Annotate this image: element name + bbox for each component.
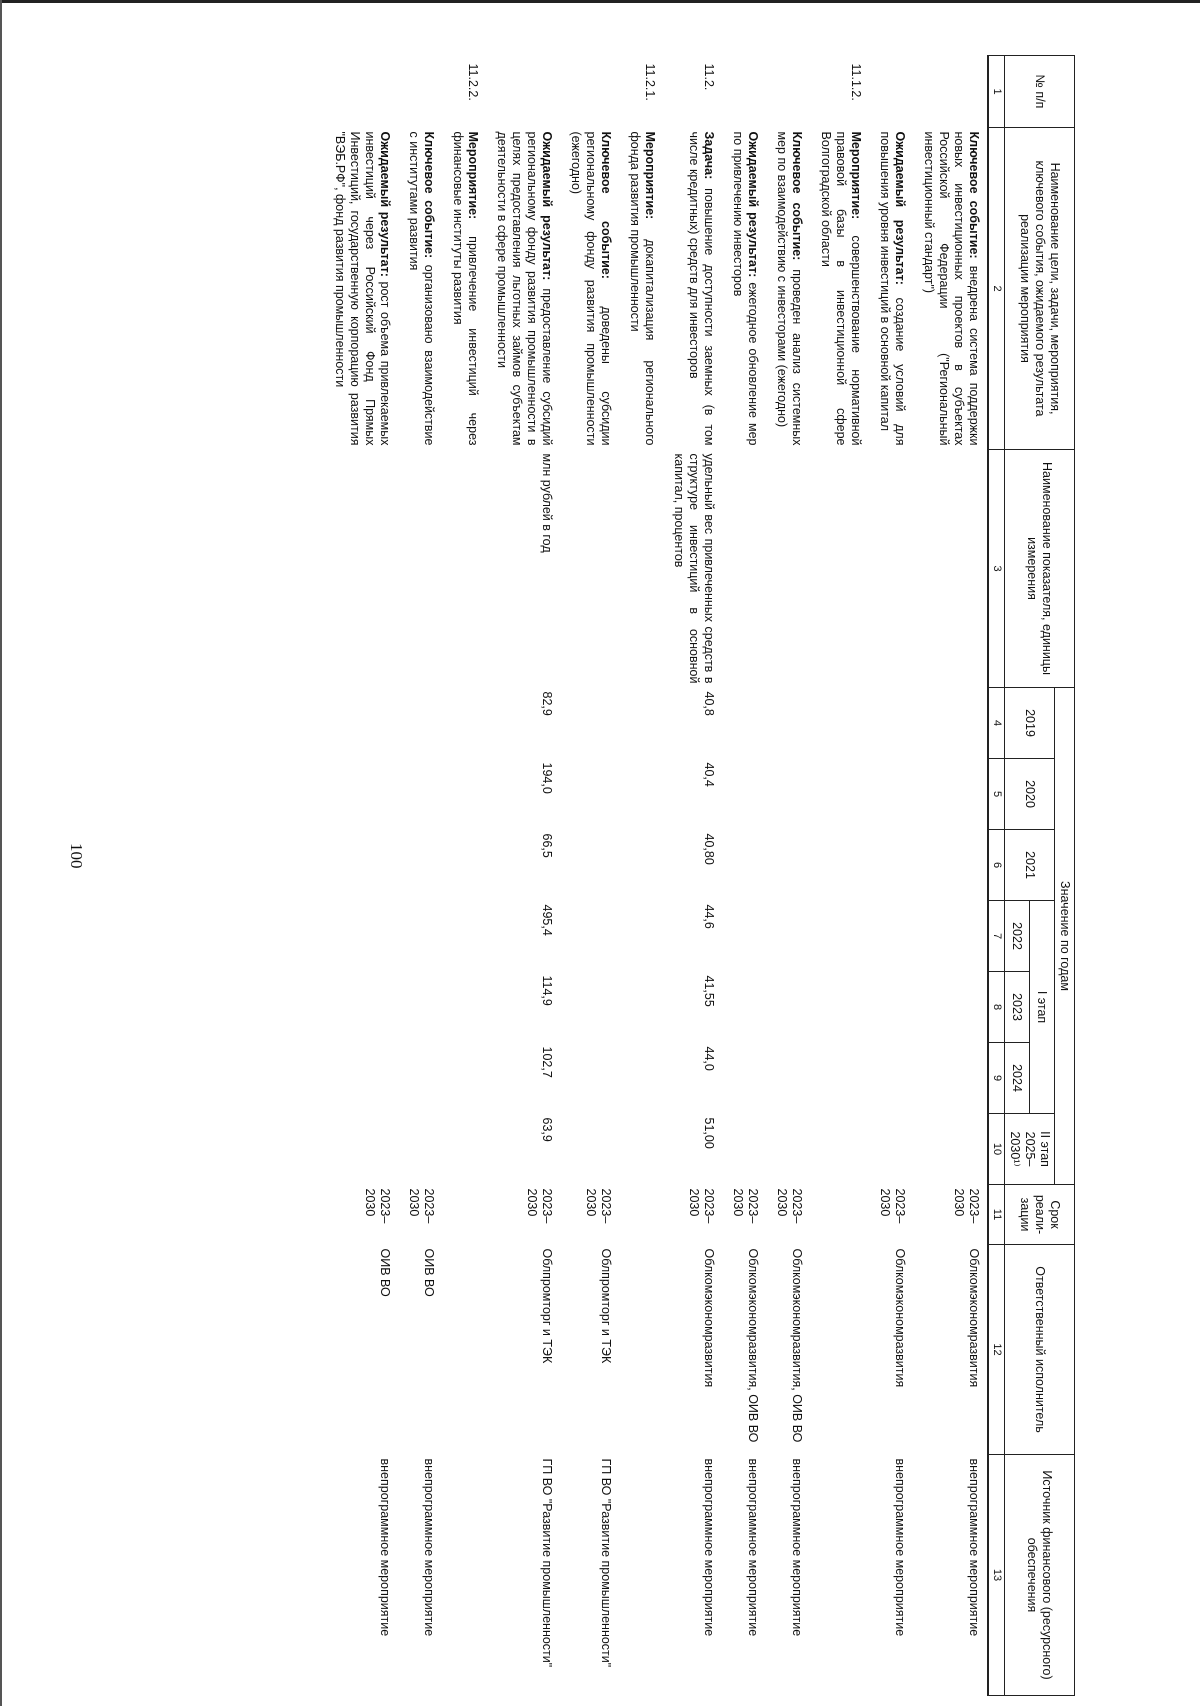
row-source: ГП ВО "Развитие промышленности" <box>539 1458 554 1668</box>
value-2023 <box>560 972 619 1043</box>
value-2019 <box>324 688 398 759</box>
table-row <box>619 56 663 1696</box>
row-description <box>722 128 766 450</box>
value-2022 <box>398 901 442 972</box>
table-header <box>988 56 1075 1696</box>
row-source <box>442 1455 486 1696</box>
row-term: 2023–2030 <box>524 1188 554 1224</box>
row-term: 2023–2030 <box>583 1188 613 1224</box>
row-text: доведены субсидии региональному фонду развития промышленности (ежегодно) <box>568 131 613 446</box>
value-stage-2 <box>810 1114 869 1185</box>
row-executor: ОИВ ВО <box>377 1248 392 1297</box>
value-2021 <box>398 830 442 901</box>
value-2021 <box>442 830 486 901</box>
row-executor <box>810 1245 869 1455</box>
row-number <box>486 56 560 128</box>
rotated-page-content <box>120 55 1075 1695</box>
value-2022 <box>766 901 810 972</box>
row-type-label: Мероприятие: <box>642 131 657 220</box>
row-text: повышение доступности заемных (в том числе кредитных) средств для инвесторов <box>686 131 716 446</box>
row-source: внепрограммное мероприятие <box>892 1458 907 1637</box>
row-type-label: Ожидаемый результат: <box>377 131 392 277</box>
value-2020 <box>810 759 869 830</box>
row-number <box>766 56 810 128</box>
row-indicator <box>560 450 619 688</box>
table-row <box>486 56 560 1696</box>
value-2021 <box>913 830 988 901</box>
row-description <box>810 128 869 450</box>
header-source: Источник финансового (ресурсного) обеспечения <box>1005 1455 1075 1696</box>
value-2021 <box>560 830 619 901</box>
table-row <box>766 56 810 1696</box>
value-stage-2 <box>442 1114 486 1185</box>
value-2024 <box>766 1043 810 1114</box>
header-stage-2: II этап 2025–2030¹⁾ <box>1005 1114 1055 1185</box>
row-text: рост объема привлекаемых инвестиций через Российский Фонд Прямых Инвестиций, государственную корпорацию развития "ВЭБ.РФ", фонд развития промышленности <box>332 131 392 446</box>
table-row <box>663 56 722 1696</box>
row-indicator <box>869 450 913 688</box>
row-term: 2023–2030 <box>362 1188 392 1224</box>
value-stage-2: 51,00 <box>701 1117 716 1149</box>
row-indicator <box>913 450 988 688</box>
row-type-label: Мероприятие: <box>465 131 480 220</box>
column-number: 12 <box>988 1245 1005 1455</box>
value-2019 <box>913 688 988 759</box>
row-executor: Облпромторг и ТЭК <box>539 1248 554 1364</box>
header-2023: 2023 <box>1005 972 1030 1043</box>
value-2023 <box>619 972 663 1043</box>
value-2021 <box>722 830 766 901</box>
value-2023 <box>722 972 766 1043</box>
row-executor: Облкомэкономразвития <box>701 1248 716 1388</box>
scan-left-edge <box>0 0 2 1706</box>
value-2020 <box>442 759 486 830</box>
row-source: внепрограммное мероприятие <box>966 1458 981 1637</box>
value-2020: 194,0 <box>539 762 554 794</box>
row-type-label: Задача: <box>701 131 716 180</box>
row-description <box>398 128 442 450</box>
value-2022 <box>869 901 913 972</box>
value-2021: 66,5 <box>539 833 554 858</box>
value-2022: 44,6 <box>701 904 716 929</box>
value-2024 <box>722 1043 766 1114</box>
column-number: 7 <box>988 901 1005 972</box>
row-number <box>722 56 766 128</box>
row-type-label: Ключевое событие: <box>966 131 981 259</box>
scan-top-edge <box>0 0 1200 3</box>
value-stage-2 <box>766 1114 810 1185</box>
value-2019 <box>442 688 486 759</box>
row-number: 11.2. <box>701 63 716 91</box>
row-description <box>486 128 560 450</box>
row-indicator <box>722 450 766 688</box>
row-text: ежегодное обновление мер по привлечению инвесторов <box>730 131 760 446</box>
table-body <box>324 56 988 1696</box>
row-executor: Облкомэкономразвития <box>892 1248 907 1388</box>
row-indicator <box>810 450 869 688</box>
header-values-by-year: Значение по годам <box>1055 688 1075 1185</box>
row-text: привлечение инвестиций через финансовые институты развития <box>450 131 480 446</box>
value-2023 <box>442 972 486 1043</box>
row-executor <box>619 1245 663 1455</box>
table-row <box>442 56 486 1696</box>
row-term: 2023–2030 <box>730 1188 760 1224</box>
value-2023 <box>766 972 810 1043</box>
row-type-label: Ключевое событие: <box>598 131 613 279</box>
column-number: 5 <box>988 759 1005 830</box>
row-description <box>766 128 810 450</box>
header-executor: Ответственный исполнитель <box>1005 1245 1075 1455</box>
header-term: Срок реали-зации <box>1005 1185 1075 1245</box>
value-stage-2 <box>869 1114 913 1185</box>
row-source: внепрограммное мероприятие <box>745 1458 760 1637</box>
row-description <box>663 128 722 450</box>
column-number: 11 <box>988 1185 1005 1245</box>
header-2022: 2022 <box>1005 901 1030 972</box>
table-row <box>722 56 766 1696</box>
value-2019 <box>619 688 663 759</box>
value-2020 <box>324 759 398 830</box>
value-2020 <box>560 759 619 830</box>
value-2024 <box>810 1043 869 1114</box>
row-indicator <box>324 450 398 688</box>
column-number: 13 <box>988 1455 1005 1696</box>
row-term <box>810 1185 869 1245</box>
column-number: 2 <box>988 128 1005 450</box>
value-2019: 82,9 <box>539 691 554 716</box>
value-2024 <box>324 1043 398 1114</box>
table-row <box>913 56 988 1696</box>
column-number: 9 <box>988 1043 1005 1114</box>
value-2020 <box>869 759 913 830</box>
value-2022 <box>619 901 663 972</box>
value-2020 <box>766 759 810 830</box>
header-stage-1: I этап <box>1030 901 1055 1114</box>
row-type-label: Ожидаемый результат: <box>892 131 907 285</box>
value-2023 <box>398 972 442 1043</box>
row-type-label: Ожидаемый результат: <box>745 131 760 278</box>
value-2019: 40,8 <box>701 691 716 716</box>
row-text: предоставление субсидий региональному фонду развития промышленности в целях предоставления льготных займов субъектам деятельности в сфере промышленности <box>494 131 554 446</box>
value-2019 <box>810 688 869 759</box>
value-2019 <box>722 688 766 759</box>
row-source <box>619 1455 663 1696</box>
value-2022 <box>810 901 869 972</box>
row-number <box>398 56 442 128</box>
column-number: 3 <box>988 450 1005 688</box>
table-row <box>398 56 442 1696</box>
row-number <box>913 56 988 128</box>
table-row <box>324 56 398 1696</box>
row-executor: Облкомэкономразвития, ОИВ ВО <box>745 1248 760 1443</box>
value-2019 <box>398 688 442 759</box>
value-stage-2: 63,9 <box>539 1117 554 1142</box>
value-2023: 41,55 <box>701 975 716 1007</box>
row-source: внепрограммное мероприятие <box>701 1458 716 1637</box>
row-text: внедрена система поддержки новых инвестиционных проектов в субъектах Российской Федерации ("Региональный инвестиционный стандарт") <box>921 131 981 446</box>
row-type-label: Ключевое событие: <box>421 131 436 259</box>
row-executor: Облпромторг и ТЭК <box>598 1248 613 1364</box>
value-2020: 40,4 <box>701 762 716 787</box>
value-2020 <box>722 759 766 830</box>
value-2024: 102,7 <box>539 1046 554 1078</box>
value-2021 <box>766 830 810 901</box>
value-stage-2 <box>324 1114 398 1185</box>
table-row <box>869 56 913 1696</box>
row-executor: Облкомэкономразвития, ОИВ ВО <box>789 1248 804 1443</box>
row-source: внепрограммное мероприятие <box>377 1458 392 1637</box>
value-2019 <box>766 688 810 759</box>
value-2020 <box>398 759 442 830</box>
row-text: организовано взаимодействие с институтами развития <box>406 131 436 446</box>
column-number: 10 <box>988 1114 1005 1185</box>
row-type-label: Ожидаемый результат: <box>539 131 554 281</box>
value-2024 <box>398 1043 442 1114</box>
row-description <box>560 128 619 450</box>
row-type-label: Ключевое событие: <box>789 131 804 261</box>
value-stage-2 <box>722 1114 766 1185</box>
row-term: 2023–2030 <box>686 1188 716 1224</box>
value-2023 <box>913 972 988 1043</box>
value-2021 <box>810 830 869 901</box>
column-number: 1 <box>988 56 1005 128</box>
table-row <box>810 56 869 1696</box>
value-2022 <box>560 901 619 972</box>
value-2020 <box>913 759 988 830</box>
row-number: 11.2.2. <box>465 63 480 101</box>
value-2022 <box>913 901 988 972</box>
value-2024: 44,0 <box>701 1046 716 1071</box>
value-2019 <box>560 688 619 759</box>
program-measures-table <box>324 55 1075 1696</box>
row-description <box>442 128 486 450</box>
value-2022 <box>324 901 398 972</box>
row-indicator <box>766 450 810 688</box>
row-executor: ОИВ ВО <box>421 1248 436 1297</box>
column-number: 4 <box>988 688 1005 759</box>
value-2024 <box>619 1043 663 1114</box>
header-column-numbers <box>988 56 1005 1696</box>
row-term: 2023–2030 <box>951 1188 981 1224</box>
row-term: 2023–2030 <box>877 1188 907 1224</box>
row-indicator: млн рублей в год <box>539 453 554 553</box>
row-term <box>619 1185 663 1245</box>
row-number: 11.1.2. <box>848 63 863 101</box>
row-source: внепрограммное мероприятие <box>421 1458 436 1637</box>
value-2023: 114,9 <box>539 975 554 1006</box>
value-2024 <box>869 1043 913 1114</box>
header-2019: 2019 <box>1005 688 1055 759</box>
value-2023 <box>869 972 913 1043</box>
row-executor <box>442 1245 486 1455</box>
row-text: проведен анализ системных мер по взаимодействию с инвесторами (ежегодно) <box>774 131 804 446</box>
column-number: 8 <box>988 972 1005 1043</box>
row-source: ГП ВО "Развитие промышленности" <box>598 1458 613 1668</box>
row-text: докапитализация регионального фонда развития промышленности <box>627 131 657 446</box>
row-source <box>810 1455 869 1696</box>
value-2022 <box>722 901 766 972</box>
value-stage-2 <box>560 1114 619 1185</box>
row-term <box>442 1185 486 1245</box>
row-text: создание условий для повышения уровня инвестиций в основной капитал <box>877 131 907 446</box>
value-2021: 40,80 <box>701 833 716 865</box>
header-2020: 2020 <box>1005 759 1055 830</box>
value-2021 <box>619 830 663 901</box>
value-stage-2 <box>398 1114 442 1185</box>
value-2023 <box>324 972 398 1043</box>
header-2021: 2021 <box>1005 830 1055 901</box>
row-description <box>619 128 663 450</box>
header-name: Наименование цели, задачи, мероприятия, ключевого события, ожидаемого результата реализации мероприятия <box>1005 128 1075 450</box>
row-text: совершенствование нормативной правовой базы в инвестиционной сфере Волгоградской области <box>818 131 863 446</box>
row-term: 2023–2030 <box>774 1188 804 1224</box>
page-number: 100 <box>67 843 86 869</box>
row-indicator <box>619 450 663 688</box>
header-number: № п/п <box>1005 56 1075 128</box>
value-stage-2 <box>913 1114 988 1185</box>
row-description <box>324 128 398 450</box>
row-indicator: удельный вес привлеченных средств в структуре инвестиций в основной капитал, процентов <box>671 453 716 684</box>
table-row <box>560 56 619 1696</box>
value-2024 <box>442 1043 486 1114</box>
header-indicator: Наименование показателя, единицы измерения <box>1005 450 1075 688</box>
row-indicator <box>442 450 486 688</box>
value-2024 <box>913 1043 988 1114</box>
row-number <box>324 56 398 128</box>
row-type-label: Мероприятие: <box>848 131 863 220</box>
header-2024: 2024 <box>1005 1043 1030 1114</box>
row-number: 11.2.1. <box>642 63 657 101</box>
row-description <box>913 128 988 450</box>
row-executor: Облкомэкономразвития <box>966 1248 981 1388</box>
row-indicator <box>398 450 442 688</box>
row-term: 2023–2030 <box>406 1188 436 1224</box>
value-2020 <box>619 759 663 830</box>
row-source: внепрограммное мероприятие <box>789 1458 804 1637</box>
row-description <box>869 128 913 450</box>
value-2022 <box>442 901 486 972</box>
value-2024 <box>560 1043 619 1114</box>
value-2023 <box>810 972 869 1043</box>
value-2021 <box>869 830 913 901</box>
value-2019 <box>869 688 913 759</box>
value-stage-2 <box>619 1114 663 1185</box>
column-number: 6 <box>988 830 1005 901</box>
row-number <box>869 56 913 128</box>
value-2021 <box>324 830 398 901</box>
row-number <box>560 56 619 128</box>
value-2022: 495,4 <box>539 904 554 936</box>
